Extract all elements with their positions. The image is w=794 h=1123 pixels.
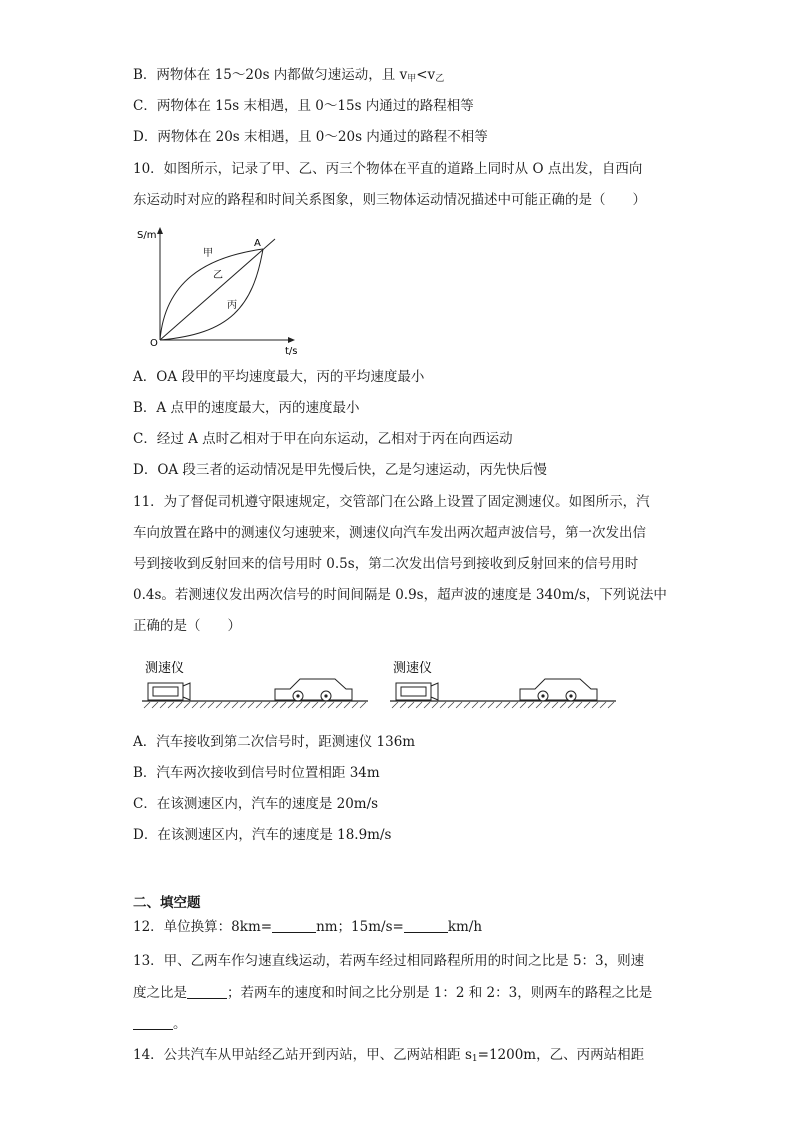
q11-ground-left-hatching <box>144 702 366 708</box>
q11-figure-right-label: 测速仪 <box>393 661 433 676</box>
q10-st-graph <box>135 222 315 358</box>
q9-option-b <box>133 65 444 89</box>
q10-line-yi <box>160 239 275 340</box>
q12-line <box>133 917 482 937</box>
q11-car-left-hub-front <box>296 694 299 697</box>
q11-stem-line3: 号到接收到反射回来的信号用时 0.5s，第二次发出信号到接收到反射回来的信号用时 <box>133 556 639 572</box>
q12-blank-2[interactable] <box>404 918 448 933</box>
q9-option-c: C．两物体在 15s 末相遇，且 0～15s 内通过的路程相等 <box>133 98 474 114</box>
q11-radar-left-screen <box>153 687 178 696</box>
q13-line1: 13．甲、乙两车作匀速直线运动，若两车经过相同路程所用的时间之比是 5：3，则速 <box>133 953 645 969</box>
q14-line1-b: =1200m，乙、丙两站相距 <box>477 1047 645 1063</box>
q12-part2: nm；15m/s= <box>316 919 404 935</box>
q11-car-right-hub-rear <box>569 694 572 697</box>
q12-part1: 12．单位换算：8km= <box>133 919 273 935</box>
q10-option-c: C．经过 A 点时乙相对于甲在向东运动，乙相对于丙在向西运动 <box>133 431 513 447</box>
q12-blank-1[interactable] <box>272 918 316 933</box>
q11-radar-right-screen <box>401 687 426 696</box>
q9-option-b-sub-yi: 乙 <box>435 74 445 84</box>
q11-car-right-hub-front <box>541 694 544 697</box>
q13-line3-end: 。 <box>173 1016 187 1032</box>
q11-car-left-body <box>275 679 352 700</box>
q11-car-right-body <box>520 679 597 700</box>
q11-stem-line5: 正确的是（ ） <box>133 618 241 634</box>
section-title-fill-in: 二、填空题 <box>133 895 201 911</box>
q13-blank-1[interactable] <box>187 984 227 999</box>
q11-stem-line4: 0.4s。若测速仪发出两次信号的时间间隔是 0.9s，超声波的速度是 340m/s，下列说法中 <box>133 587 667 603</box>
q12-part3: km/h <box>447 919 483 935</box>
q11-stem-line2: 车向放置在路中的测速仪匀速驶来，测速仪向汽车发出两次超声波信号，第一次发出信 <box>133 525 646 541</box>
q11-car-left-hub-rear <box>324 694 327 697</box>
q10-graph-ylabel: S/m <box>137 230 157 241</box>
q11-option-a: A．汽车接收到第二次信号时，距测速仪 136m <box>133 734 416 750</box>
q11-option-d: D．在该测速区内，汽车的速度是 18.9m/s <box>133 827 392 843</box>
q13-line2-b: ；若两车的速度和时间之比分别是 1：2 和 2：3，则两车的路程之比是 <box>227 985 653 1001</box>
q10-stem-line1: 10．如图所示，记录了甲、乙、丙三个物体在平直的道路上同时从 O 点出发，自西向 <box>133 161 643 177</box>
q11-radar-right-emitter <box>431 683 438 700</box>
q10-graph-origin: O <box>150 338 158 349</box>
q13-line3 <box>133 1014 187 1034</box>
q10-graph-label-yi: 乙 <box>213 270 223 281</box>
q10-option-b: B．A 点甲的速度最大，丙的速度最小 <box>133 400 360 416</box>
q11-figure-left-label: 测速仪 <box>145 661 185 676</box>
q10-graph-label-jia: 甲 <box>203 248 213 259</box>
q11-figure-right <box>388 656 620 714</box>
q10-graph-point-a: A <box>254 238 261 249</box>
q14-line1 <box>133 1045 644 1069</box>
q13-line2 <box>133 983 652 1003</box>
q10-option-d: D．OA 段三者的运动情况是甲先慢后快，乙是匀速运动，丙先快后慢 <box>133 462 547 478</box>
q14-line1-sub: 1 <box>471 1054 478 1064</box>
q10-graph-y-arrow <box>157 227 163 234</box>
q13-blank-2[interactable] <box>133 1015 173 1030</box>
q11-stem-line1: 11．为了督促司机遵守限速规定，交管部门在公路上设置了固定测速仪。如图所示，汽 <box>133 494 650 510</box>
q9-option-b-text: B．两物体在 15～20s 内都做匀速运动，且 v <box>133 67 408 83</box>
q10-stem-line2: 东运动时对应的路程和时间关系图象，则三物体运动情况描述中可能正确的是（ ） <box>133 192 646 208</box>
q10-graph-xlabel: t/s <box>285 346 298 357</box>
q9-option-b-sub-jia: 甲 <box>407 74 417 84</box>
q13-line2-a: 度之比是 <box>133 985 187 1001</box>
q9-option-b-lt: <v <box>416 67 436 83</box>
q11-figure-left <box>140 656 372 714</box>
q9-option-d: D．两物体在 20s 末相遇，且 0～20s 内通过的路程不相等 <box>133 129 488 145</box>
q10-graph-label-bing: 丙 <box>227 300 237 311</box>
q11-option-b: B．汽车两次接收到信号时位置相距 34m <box>133 765 380 781</box>
q11-ground-right-hatching <box>392 702 614 708</box>
q14-line1-a: 14．公共汽车从甲站经乙站开到丙站，甲、乙两站相距 s <box>133 1047 472 1063</box>
q10-option-a: A．OA 段甲的平均速度最大，丙的平均速度最小 <box>133 369 425 385</box>
q11-radar-left-emitter <box>183 683 190 700</box>
q11-option-c: C．在该测速区内，汽车的速度是 20m/s <box>133 796 379 812</box>
q10-graph-x-arrow <box>288 337 295 343</box>
